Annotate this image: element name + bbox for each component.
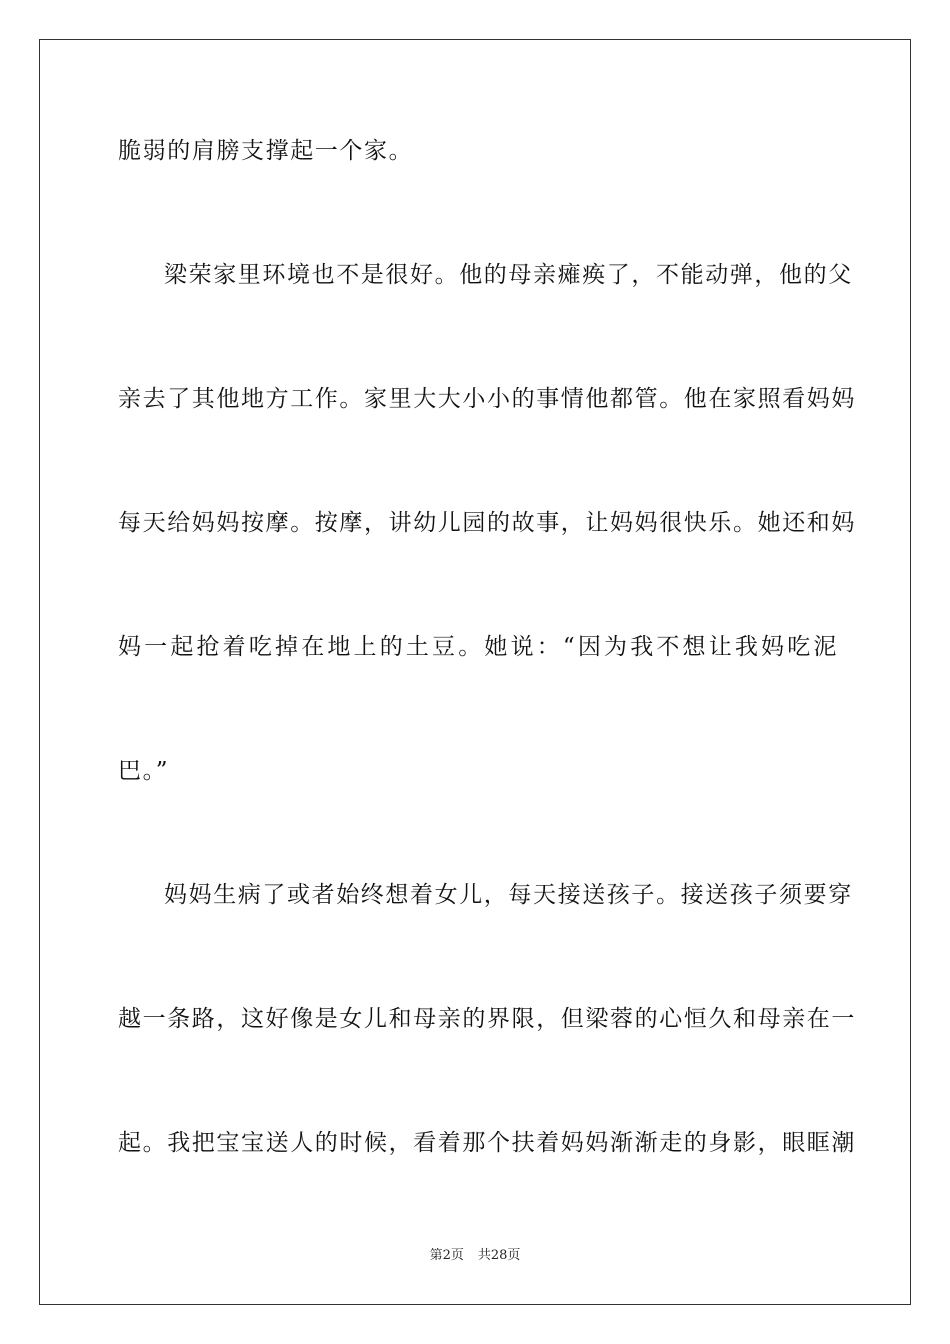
page-footer [0, 1244, 950, 1263]
text-line: 亲去了其他地方工作。家里大大小小的事情他都管。他在家照看妈妈 [118, 386, 856, 412]
text-line: 越一条路，这好像是女儿和母亲的界限，但梁蓉的心恒久和母亲在一 [118, 1006, 856, 1032]
text-line: 巴。” [118, 758, 170, 784]
text-line: 起。我把宝宝送人的时候，看着那个扶着妈妈渐渐走的身影，眼眶潮 [118, 1130, 856, 1156]
text-line: 妈一起抢着吃掉在地上的土豆。她说：“因为我不想让我妈吃泥 [118, 634, 838, 660]
paragraph-first-line: 梁荣家里环境也不是很好。他的母亲瘫痪了，不能动弹，他的父 [164, 262, 853, 288]
page-border [39, 39, 911, 1305]
page-total: 共28页 [477, 1248, 521, 1263]
text-line: 每天给妈妈按摩。按摩，讲幼儿园的故事，让妈妈很快乐。她还和妈 [118, 510, 856, 536]
paragraph-first-line: 妈妈生病了或者始终想着女儿，每天接送孩子。接送孩子须要穿 [164, 882, 853, 908]
page-number: 第2页 [429, 1248, 464, 1263]
text-line: 脆弱的肩膀支撑起一个家。 [118, 138, 414, 164]
